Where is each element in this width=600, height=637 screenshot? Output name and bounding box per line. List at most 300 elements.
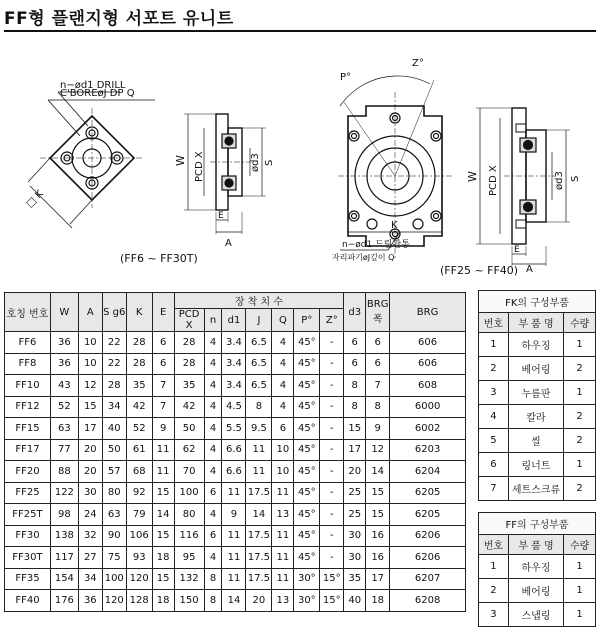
table-cell: 베어링 [508, 579, 563, 603]
parts-header: 번호 [479, 313, 509, 333]
table-cell: 17.5 [246, 525, 272, 547]
table-cell: 17 [344, 439, 366, 461]
table-cell: 35 [344, 568, 366, 590]
table-cell: FF10 [5, 375, 51, 397]
dim-k-label-right: K [391, 220, 398, 231]
header-mount-sub: n [204, 309, 222, 332]
table-row [479, 579, 596, 603]
table-cell: 61 [126, 439, 152, 461]
dim-s-label: S [264, 159, 275, 166]
table-cell: 70 [174, 461, 204, 483]
table-cell: 608 [390, 375, 466, 397]
table-row [479, 429, 596, 453]
table-cell: - [320, 547, 344, 569]
table-row [479, 477, 596, 501]
table-cell: 17.5 [246, 482, 272, 504]
table-row [5, 439, 466, 461]
table-cell: 4 [204, 461, 222, 483]
table-cell: - [320, 525, 344, 547]
table-cell: 14 [222, 590, 246, 612]
table-cell: 6.6 [222, 461, 246, 483]
table-cell: 92 [126, 482, 152, 504]
table-cell: - [320, 482, 344, 504]
table-cell: 68 [126, 461, 152, 483]
table-cell: 4 [204, 353, 222, 375]
table-cell: 16 [366, 525, 390, 547]
table-cell: 8 [246, 396, 272, 418]
table-cell: 45° [294, 418, 320, 440]
table-row [479, 333, 596, 357]
table-cell: 11 [246, 439, 272, 461]
header-s: S g6 [102, 293, 126, 332]
table-cell: 6205 [390, 504, 466, 526]
table-cell: 6204 [390, 461, 466, 483]
table-cell: - [320, 332, 344, 354]
table-cell: 30 [344, 525, 366, 547]
table-row [5, 504, 466, 526]
table-cell: FF17 [5, 439, 51, 461]
table-cell: 11 [246, 461, 272, 483]
table-cell: 6207 [390, 568, 466, 590]
caption-ff25-ff40: (FF25 ~ FF40) [440, 264, 519, 277]
table-cell: 62 [174, 439, 204, 461]
table-cell: 6206 [390, 547, 466, 569]
table-cell: 95 [174, 547, 204, 569]
table-cell: 1 [564, 333, 596, 357]
table-cell: 1 [479, 333, 509, 357]
table-cell: 누름판 [508, 381, 563, 405]
table-cell: 116 [174, 525, 204, 547]
table-cell: 606 [390, 332, 466, 354]
header-e: E [152, 293, 174, 332]
table-cell: 15 [152, 482, 174, 504]
table-row [5, 568, 466, 590]
table-cell: 80 [102, 482, 126, 504]
table-cell: 75 [102, 547, 126, 569]
table-cell: 106 [126, 525, 152, 547]
table-cell: 138 [50, 525, 78, 547]
header-mount-sub: Z° [320, 309, 344, 332]
table-row [5, 396, 466, 418]
table-cell: 36 [50, 353, 78, 375]
table-cell: 11 [222, 568, 246, 590]
table-cell: 6 [204, 482, 222, 504]
table-cell: 15 [366, 504, 390, 526]
table-cell: 11 [272, 482, 294, 504]
table-cell: 35 [174, 375, 204, 397]
table-cell: 42 [174, 396, 204, 418]
table-cell: FF25 [5, 482, 51, 504]
header-w: W [50, 293, 78, 332]
dim-w-label: W [174, 155, 187, 166]
header-brg-width: BRG 폭 [366, 293, 390, 332]
table-cell: 1 [479, 555, 509, 579]
table-cell: 세트스크류 [508, 477, 563, 501]
table-cell: 32 [78, 525, 102, 547]
header-k: K [126, 293, 152, 332]
header-mount-sub: d1 [222, 309, 246, 332]
table-cell: 3.4 [222, 375, 246, 397]
drill-note-label: n−ød1 DRILL [60, 80, 126, 91]
table-cell: 6 [272, 418, 294, 440]
table-cell: 34 [102, 396, 126, 418]
table-row [479, 453, 596, 477]
table-cell: 10 [78, 332, 102, 354]
table-cell: 9 [222, 504, 246, 526]
drill-note-right: n−ød1 드릴관통 [342, 240, 410, 250]
dim-pcd-label-right: PCD X [488, 165, 499, 196]
table-cell: 4 [204, 547, 222, 569]
header-a: A [78, 293, 102, 332]
title-rule [4, 30, 596, 32]
table-cell: 7 [152, 396, 174, 418]
table-cell: 6 [479, 453, 509, 477]
table-cell: 6 [344, 353, 366, 375]
table-cell: 606 [390, 353, 466, 375]
table-cell: 25 [344, 504, 366, 526]
table-cell: FF12 [5, 396, 51, 418]
table-cell: 28 [126, 332, 152, 354]
dim-s-label-right: S [570, 175, 581, 182]
table-cell: - [320, 504, 344, 526]
table-row [5, 353, 466, 375]
table-cell: 18 [152, 590, 174, 612]
table-cell: 9.5 [246, 418, 272, 440]
table-cell: 3.4 [222, 353, 246, 375]
table-cell: 8 [204, 568, 222, 590]
table-cell: 4.5 [222, 396, 246, 418]
cbore-note-right: 자리파기øJ깊이 Q [332, 253, 395, 262]
table-cell: 98 [50, 504, 78, 526]
table-cell: 하우징 [508, 333, 563, 357]
table-cell: 베어링 [508, 357, 563, 381]
table-cell: 11 [152, 461, 174, 483]
table-cell: 11 [222, 547, 246, 569]
table-cell: 28 [126, 353, 152, 375]
table-cell: 80 [174, 504, 204, 526]
table-cell: 6 [344, 332, 366, 354]
table-cell: - [320, 461, 344, 483]
angle-p-label: P° [340, 72, 352, 83]
table-cell: 9 [366, 418, 390, 440]
table-cell: 28 [102, 375, 126, 397]
table-cell: 93 [126, 547, 152, 569]
table-cell: 40 [102, 418, 126, 440]
table-cell: 2 [479, 579, 509, 603]
table-cell: - [320, 439, 344, 461]
table-cell: 14 [246, 504, 272, 526]
table-cell: 10 [272, 439, 294, 461]
table-cell: 6205 [390, 482, 466, 504]
header-mount-sub: Q [272, 309, 294, 332]
table-cell: 42 [126, 396, 152, 418]
table-cell: 150 [174, 590, 204, 612]
parts-header: 부 품 명 [508, 535, 563, 555]
table-row [5, 590, 466, 612]
table-cell: 4 [272, 396, 294, 418]
table-cell: 1 [564, 579, 596, 603]
fk-parts-title: FK의 구성부품 [478, 290, 596, 312]
table-cell: 1 [564, 555, 596, 579]
table-cell: FF35 [5, 568, 51, 590]
dim-w-label-right: W [466, 171, 479, 182]
parts-header: 수량 [564, 535, 596, 555]
table-cell: 77 [50, 439, 78, 461]
table-cell: 63 [50, 418, 78, 440]
table-cell: 10 [272, 461, 294, 483]
table-cell: 45° [294, 332, 320, 354]
ff-parts-title: FF의 구성부품 [478, 512, 596, 534]
table-cell: 17 [366, 568, 390, 590]
table-cell: 45° [294, 375, 320, 397]
table-cell: 1 [564, 453, 596, 477]
page-title: FF형 플랜지형 서포트 유니트 [4, 9, 234, 29]
table-cell: 20 [344, 461, 366, 483]
table-row [479, 405, 596, 429]
table-cell: 6 [152, 353, 174, 375]
table-row [5, 418, 466, 440]
table-cell: - [320, 396, 344, 418]
table-cell: - [320, 375, 344, 397]
table-cell: FF8 [5, 353, 51, 375]
table-cell: 3 [479, 381, 509, 405]
table-cell: 6 [366, 353, 390, 375]
table-cell: 4 [204, 396, 222, 418]
table-cell: 15° [320, 590, 344, 612]
table-cell: 15 [78, 396, 102, 418]
dim-d3-label-right: ød3 [554, 171, 565, 190]
table-cell: 11 [222, 525, 246, 547]
table-cell: 11 [222, 482, 246, 504]
table-cell: 35 [126, 375, 152, 397]
fk-parts-table [478, 290, 596, 501]
table-cell: FF20 [5, 461, 51, 483]
table-cell: - [320, 353, 344, 375]
table-cell: 10 [78, 353, 102, 375]
table-cell: 36 [78, 590, 102, 612]
spec-table [4, 292, 466, 612]
table-cell: 1 [564, 603, 596, 627]
table-cell: 11 [272, 568, 294, 590]
table-cell: 5.5 [222, 418, 246, 440]
table-cell: FF30 [5, 525, 51, 547]
table-cell: 45° [294, 482, 320, 504]
table-cell: 3.4 [222, 332, 246, 354]
table-cell: 11 [272, 547, 294, 569]
table-cell: 45° [294, 525, 320, 547]
table-cell: 2 [564, 405, 596, 429]
table-cell: 6.5 [246, 332, 272, 354]
table-cell: 4 [204, 332, 222, 354]
table-cell: 28 [174, 353, 204, 375]
table-cell: 11 [152, 439, 174, 461]
table-cell: 20 [78, 439, 102, 461]
table-row [5, 547, 466, 569]
table-cell: 57 [102, 461, 126, 483]
table-cell: FF25T [5, 504, 51, 526]
table-cell: 5 [479, 429, 509, 453]
drawing-ff6-ff30t [0, 36, 300, 256]
table-cell: 88 [50, 461, 78, 483]
table-cell: 스냅링 [508, 603, 563, 627]
table-cell: 63 [102, 504, 126, 526]
table-cell: 17.5 [246, 547, 272, 569]
ff-parts-table [478, 512, 596, 627]
table-cell: 18 [366, 590, 390, 612]
table-row [479, 555, 596, 579]
header-mount: 장 착 치 수 [174, 293, 344, 309]
table-cell: 45° [294, 547, 320, 569]
table-cell: 하우징 [508, 555, 563, 579]
table-cell: 링너트 [508, 453, 563, 477]
table-cell: 8 [344, 375, 366, 397]
table-cell: 8 [204, 590, 222, 612]
table-row [5, 525, 466, 547]
table-cell: 20 [246, 590, 272, 612]
table-cell: 45° [294, 504, 320, 526]
table-row [5, 375, 466, 397]
table-cell: 128 [126, 590, 152, 612]
table-cell: 52 [126, 418, 152, 440]
table-cell: 4 [479, 405, 509, 429]
table-cell: 12 [78, 375, 102, 397]
table-cell: 11 [272, 525, 294, 547]
parts-header: 번호 [479, 535, 509, 555]
header-model: 호칭 번호 [5, 293, 51, 332]
header-mount-sub: PCD X [174, 309, 204, 332]
table-cell: 90 [102, 525, 126, 547]
table-cell: 8 [344, 396, 366, 418]
table-cell: 122 [50, 482, 78, 504]
table-cell: 50 [102, 439, 126, 461]
table-cell: 14 [366, 461, 390, 483]
header-brg: BRG [390, 293, 466, 332]
dim-a-label-right: A [526, 264, 533, 272]
table-cell: 6002 [390, 418, 466, 440]
table-cell: FF6 [5, 332, 51, 354]
table-cell: 45° [294, 461, 320, 483]
dim-k-label: □ K [24, 188, 46, 210]
table-row [479, 381, 596, 405]
dim-a-label: A [225, 238, 232, 249]
table-cell: 16 [366, 547, 390, 569]
table-cell: 15 [152, 568, 174, 590]
table-cell: 7 [152, 375, 174, 397]
table-cell: 20 [78, 461, 102, 483]
table-cell: FF15 [5, 418, 51, 440]
table-cell: 34 [78, 568, 102, 590]
table-cell: 4 [272, 332, 294, 354]
table-cell: 22 [102, 353, 126, 375]
table-cell: 15 [344, 418, 366, 440]
table-cell: 45° [294, 439, 320, 461]
dim-d3-label: ød3 [250, 153, 261, 172]
table-cell: 2 [479, 357, 509, 381]
parts-header: 부 품 명 [508, 313, 563, 333]
angle-z-label: Z° [412, 58, 424, 69]
table-cell: - [320, 418, 344, 440]
caption-ff6-ff30t: (FF6 ~ FF30T) [120, 252, 198, 265]
table-cell: 28 [174, 332, 204, 354]
header-mount-sub: J [246, 309, 272, 332]
table-cell: 24 [78, 504, 102, 526]
table-cell: 2 [564, 429, 596, 453]
table-cell: 25 [344, 482, 366, 504]
table-cell: 4 [272, 375, 294, 397]
table-cell: 15° [320, 568, 344, 590]
table-cell: 6 [204, 525, 222, 547]
table-cell: 18 [152, 547, 174, 569]
table-cell: 79 [126, 504, 152, 526]
table-cell: 154 [50, 568, 78, 590]
table-cell: 7 [366, 375, 390, 397]
cbore-note-label: C'BOREøJ DP Q [60, 88, 135, 99]
table-cell: 6 [152, 332, 174, 354]
table-cell: 6 [366, 332, 390, 354]
table-row [5, 332, 466, 354]
table-cell: 8 [366, 396, 390, 418]
table-cell: 4 [204, 418, 222, 440]
header-d3: d3 [344, 293, 366, 332]
dim-e-label: E [218, 211, 224, 221]
table-cell: 4 [204, 504, 222, 526]
table-row [479, 357, 596, 381]
table-cell: 30° [294, 590, 320, 612]
table-cell: 50 [174, 418, 204, 440]
table-cell: 27 [78, 547, 102, 569]
table-cell: 6.5 [246, 353, 272, 375]
table-cell: 7 [479, 477, 509, 501]
table-row [5, 461, 466, 483]
table-cell: 6203 [390, 439, 466, 461]
table-cell: 22 [102, 332, 126, 354]
table-cell: 30° [294, 568, 320, 590]
table-cell: 120 [102, 590, 126, 612]
table-cell: 17.5 [246, 568, 272, 590]
table-cell: 6.5 [246, 375, 272, 397]
table-cell: 14 [152, 504, 174, 526]
table-row [5, 482, 466, 504]
table-cell: 45° [294, 396, 320, 418]
table-cell: 176 [50, 590, 78, 612]
header-mount-sub: P° [294, 309, 320, 332]
table-cell: 3 [479, 603, 509, 627]
table-cell: 6208 [390, 590, 466, 612]
table-cell: 15 [366, 482, 390, 504]
table-cell: 43 [50, 375, 78, 397]
table-cell: 9 [152, 418, 174, 440]
table-cell: 4 [204, 439, 222, 461]
table-cell: FF30T [5, 547, 51, 569]
table-cell: 15 [152, 525, 174, 547]
table-cell: 45° [294, 353, 320, 375]
table-cell: 52 [50, 396, 78, 418]
dim-e-label-right: E [514, 245, 520, 255]
table-cell: 120 [126, 568, 152, 590]
table-cell: 117 [50, 547, 78, 569]
table-cell: 13 [272, 504, 294, 526]
table-cell: 132 [174, 568, 204, 590]
table-cell: 1 [564, 381, 596, 405]
parts-header: 수량 [564, 313, 596, 333]
table-cell: 칼라 [508, 405, 563, 429]
table-cell: 6206 [390, 525, 466, 547]
table-cell: 40 [344, 590, 366, 612]
table-cell: 2 [564, 477, 596, 501]
table-cell: 30 [344, 547, 366, 569]
table-cell: 17 [78, 418, 102, 440]
table-cell: 12 [366, 439, 390, 461]
